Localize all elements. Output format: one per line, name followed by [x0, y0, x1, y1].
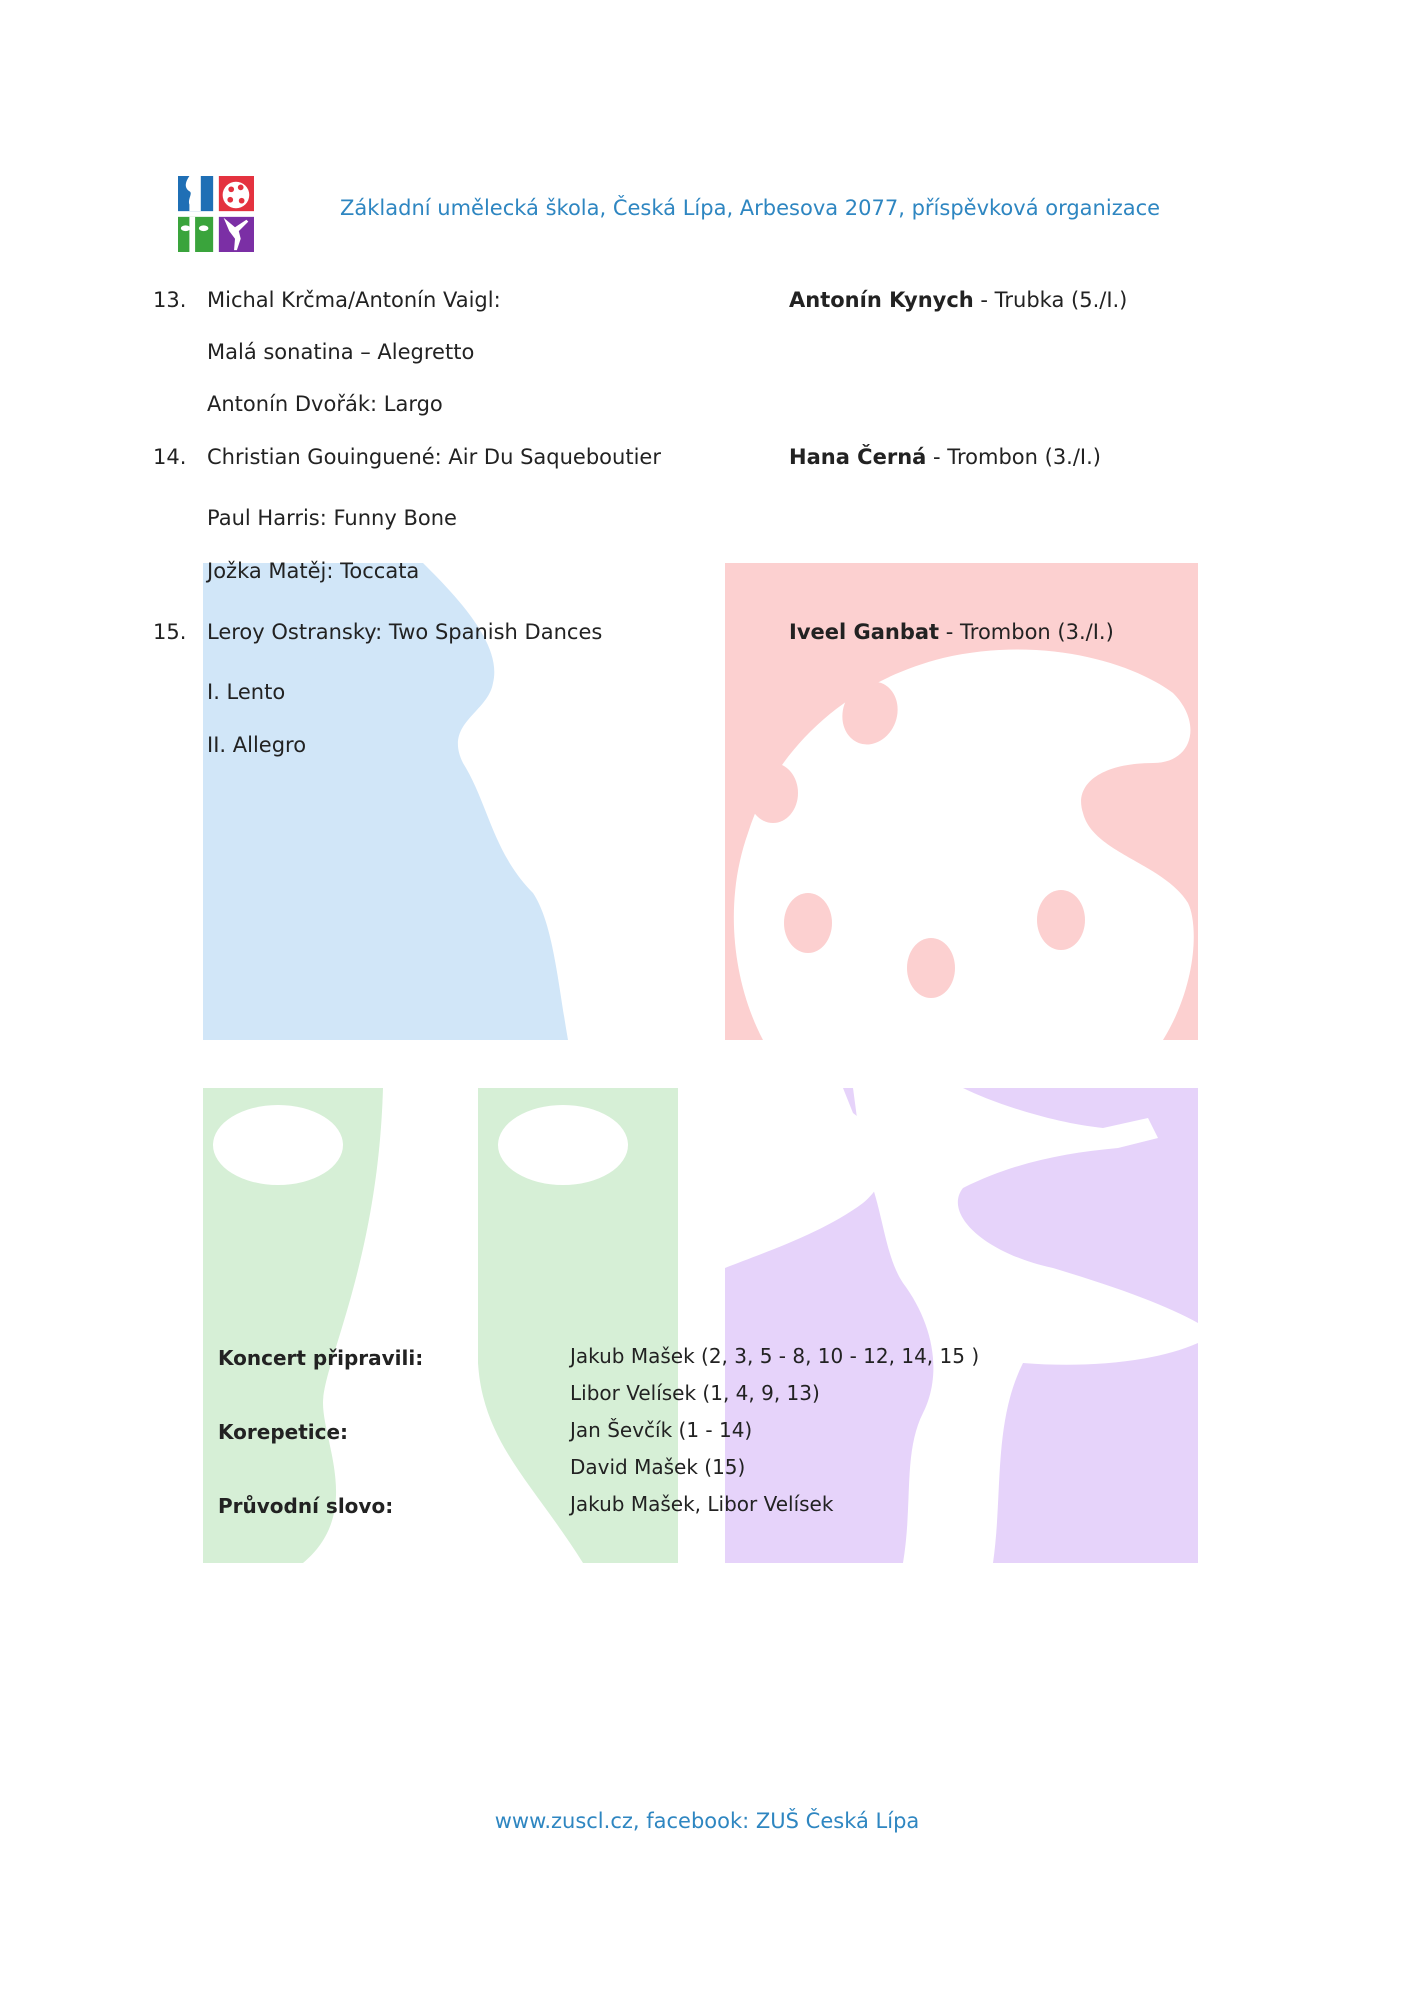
program-piece: Michal Krčma/Antonín Vaigl:	[207, 288, 501, 312]
performer-instrument: - Trubka (5./I.)	[973, 288, 1128, 312]
credit-value: Libor Velísek (1, 4, 9, 13)	[570, 1381, 820, 1405]
performer-instrument: - Trombon (3./I.)	[939, 620, 1114, 644]
credit-value: David Mašek (15)	[570, 1455, 746, 1479]
credit-label-prepared: Koncert připravili:	[218, 1346, 424, 1370]
performer-instrument: - Trombon (3./I.)	[926, 445, 1101, 469]
footer-contact: www.zuscl.cz, facebook: ZUŠ Česká Lípa	[494, 1809, 920, 1833]
school-logo-icon	[178, 176, 254, 252]
program-piece: Antonín Dvořák: Largo	[207, 392, 443, 416]
program-piece: Jožka Matěj: Toccata	[207, 559, 420, 583]
program-piece: I. Lento	[207, 680, 286, 704]
watermark-logo-icon	[203, 563, 1198, 1563]
program-piece: Leroy Ostransky: Two Spanish Dances	[207, 620, 603, 644]
credit-value: Jakub Mašek (2, 3, 5 - 8, 10 - 12, 14, 15 )	[570, 1344, 980, 1368]
credit-value: Jakub Mašek, Libor Velísek	[570, 1492, 834, 1516]
program-piece: II. Allegro	[207, 733, 307, 757]
program-piece: Malá sonatina – Alegretto	[207, 340, 475, 364]
program-number: 14.	[153, 445, 187, 469]
program-number: 15.	[153, 620, 187, 644]
program-piece: Paul Harris: Funny Bone	[207, 506, 457, 530]
performer-name: Iveel Ganbat	[789, 620, 940, 644]
school-name: Základní umělecká škola, Česká Lípa, Arbesova 2077, příspěvková organizace	[340, 196, 1161, 220]
credit-label-accompaniment: Korepetice:	[218, 1420, 349, 1444]
program-performer-line	[789, 286, 1127, 314]
program-performer-line	[789, 443, 1101, 471]
program-number: 13.	[153, 288, 187, 312]
performer-name: Antonín Kynych	[789, 288, 974, 312]
program-performer-line	[789, 618, 1114, 646]
performer-name: Hana Černá	[789, 445, 927, 469]
credit-label-narration: Průvodní slovo:	[218, 1494, 394, 1518]
program-piece: Christian Gouinguené: Air Du Saqueboutier	[207, 445, 661, 469]
credit-value: Jan Ševčík (1 - 14)	[570, 1418, 753, 1442]
